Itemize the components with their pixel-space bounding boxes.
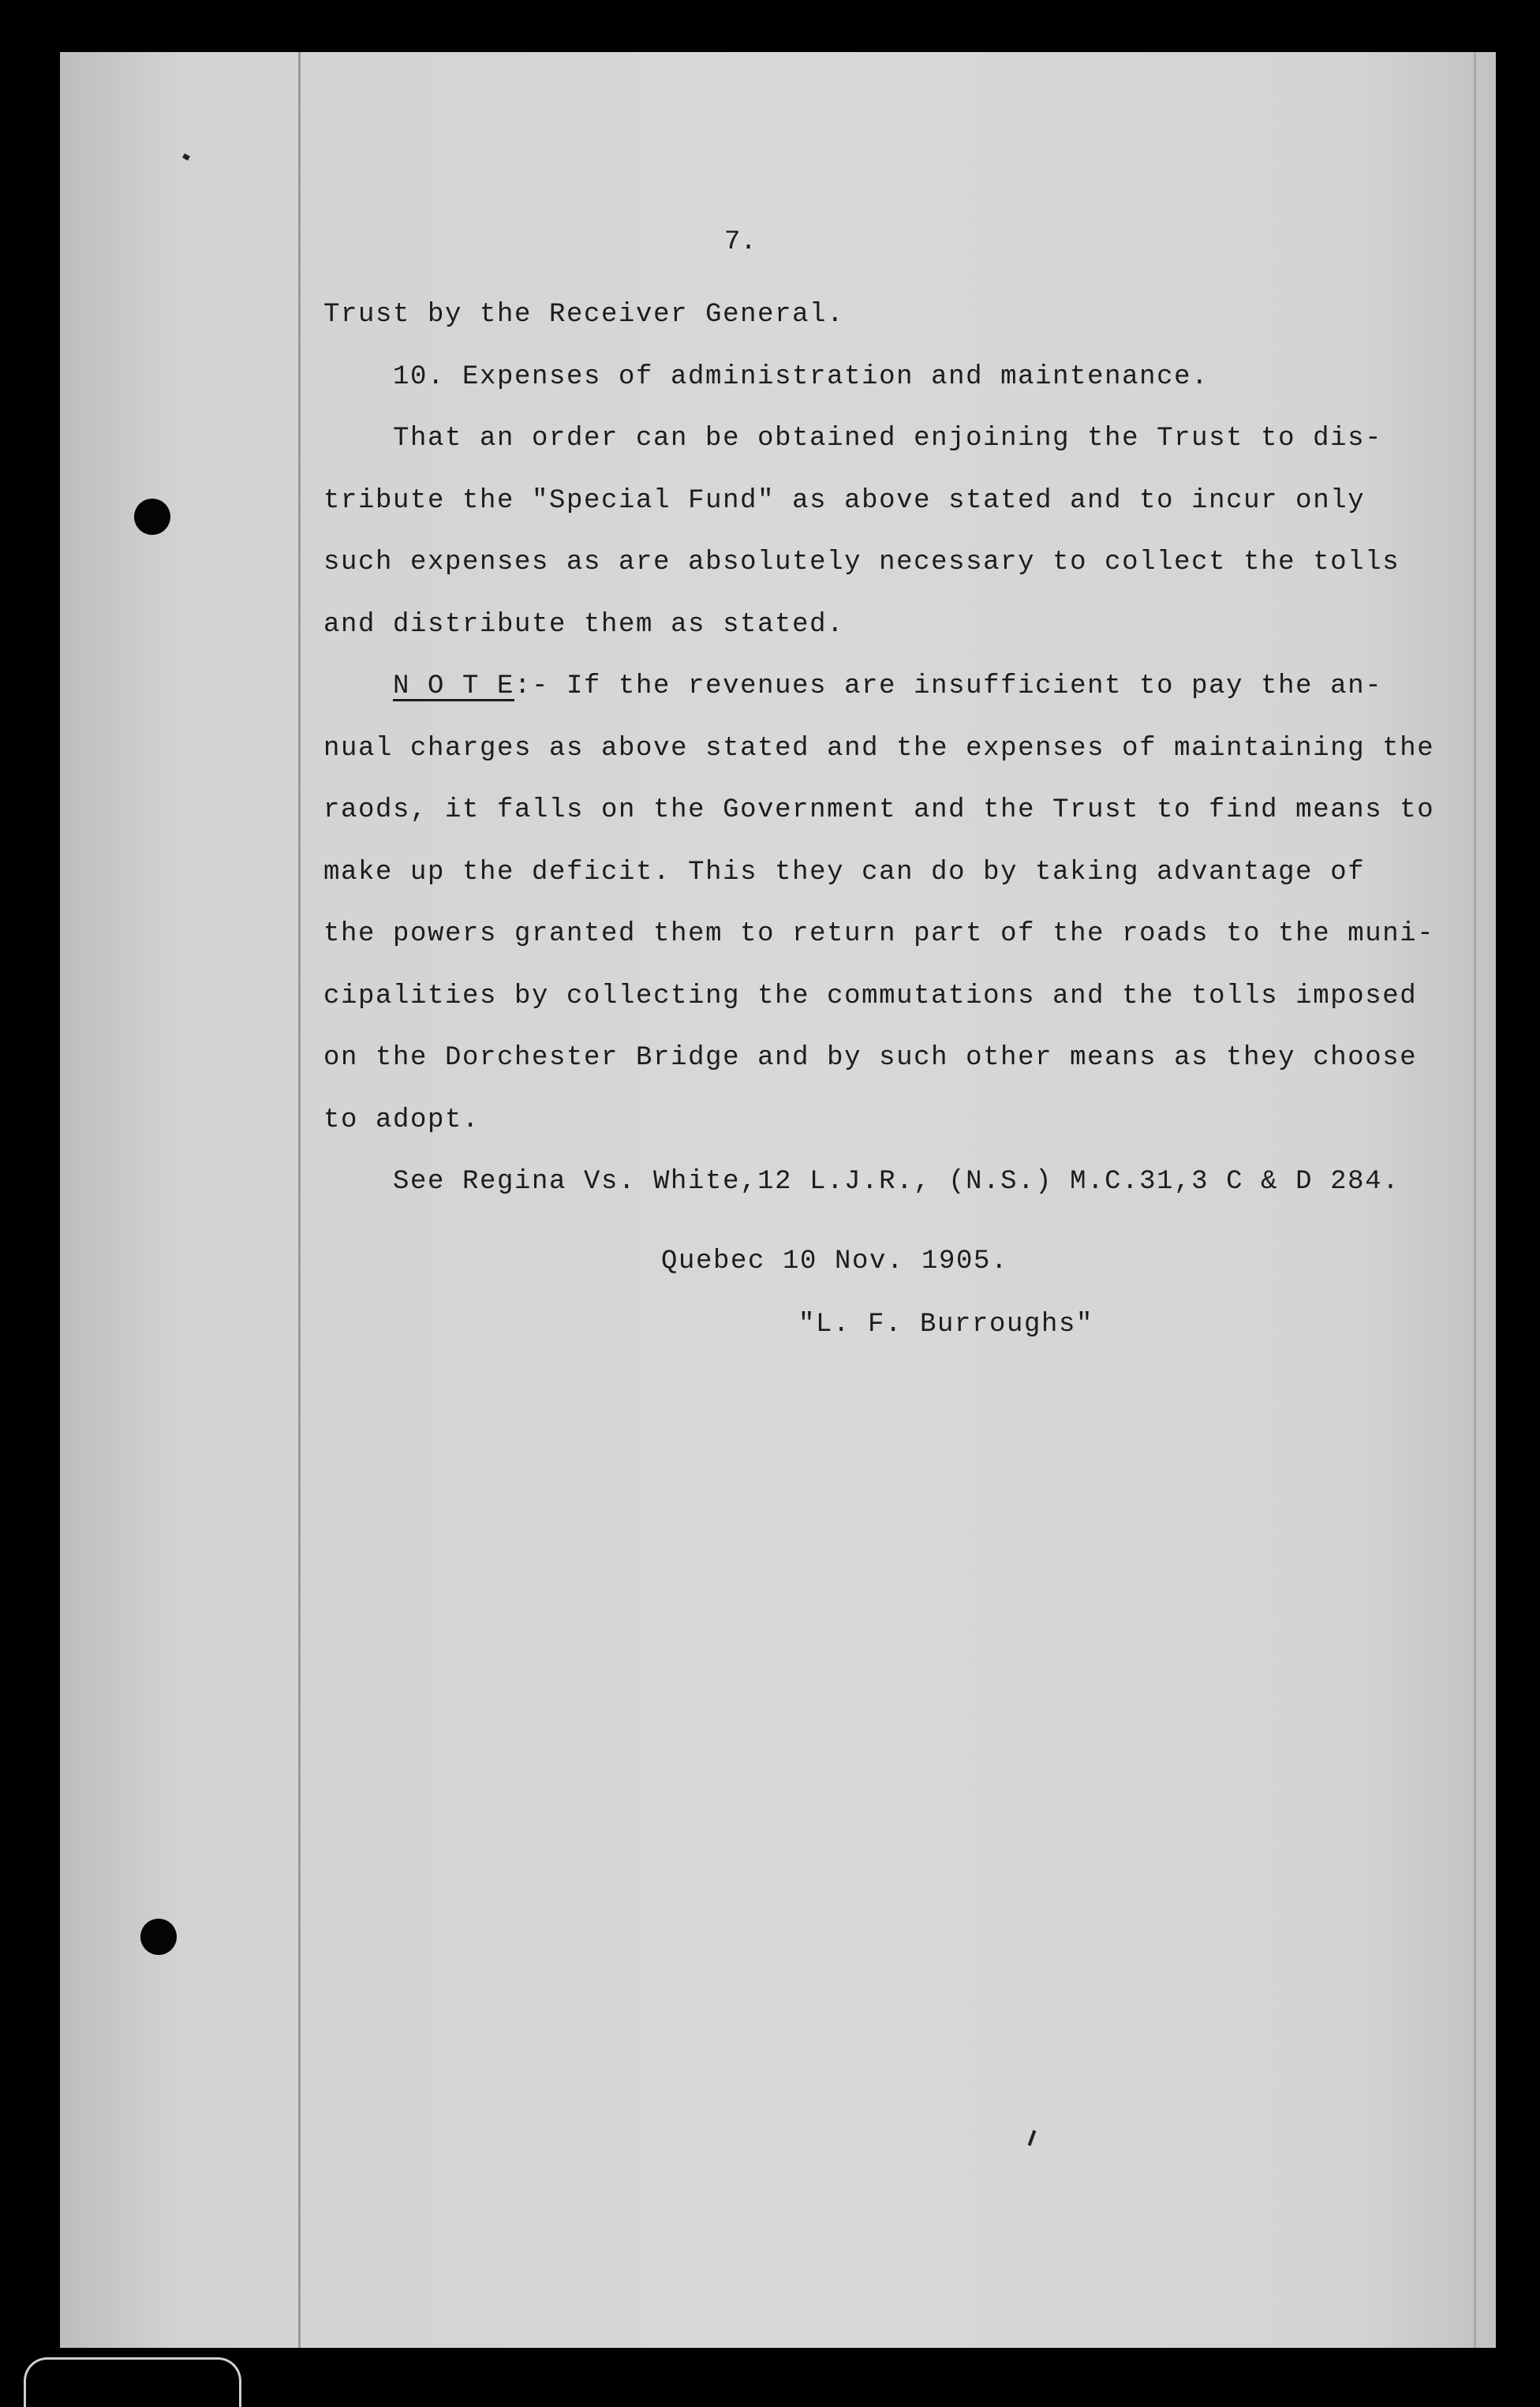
text-line: cipalities by collecting the commutations and the tolls imposed [323,981,1418,1011]
text-line: make up the deficit. This they can do by taking advantage of [323,857,1366,888]
page-fold-line-left [298,52,301,2348]
document-body [323,284,1452,1213]
text-line: the powers granted them to return part of the roads to the muni- [323,919,1435,949]
punch-hole-bottom [140,1919,177,1955]
citation-line: See Regina Vs. White,12 L.J.R., (N.S.) M.C.31,3 C & D 284. [393,1167,1400,1197]
date-line: Quebec 10 Nov. 1905. [661,1246,1009,1276]
text-line: tribute the "Special Fund" as above stated and to incur only [323,485,1366,516]
note-text: :- If the revenues are insufficient to pay the an- [514,671,1383,701]
text-line: raods, it falls on the Government and the Trust to find means to [323,795,1435,825]
note-label: N O T E [393,671,515,701]
punch-hole-top [134,499,170,535]
text-line: Trust by the Receiver General. [323,300,845,330]
text-line: such expenses as are absolutely necessary to collect the tolls [323,548,1400,577]
page-fold-line-right [1474,52,1476,2348]
text-line: 10. Expenses of administration and maintenance. [393,361,1209,392]
film-edge-tab [24,2357,241,2407]
text-line: and distribute them as stated. [323,609,845,640]
note-line [323,656,1452,718]
text-line: nual charges as above stated and the expenses of maintaining the [323,733,1435,764]
text-line: That an order can be obtained enjoining the Trust to dis- [393,424,1383,454]
page-number: 7. [724,227,757,257]
signature-line: "L. F. Burroughs" [798,1310,1094,1340]
text-line: on the Dorchester Bridge and by such other means as they choose [323,1043,1418,1073]
text-line: to adopt. [323,1104,480,1135]
